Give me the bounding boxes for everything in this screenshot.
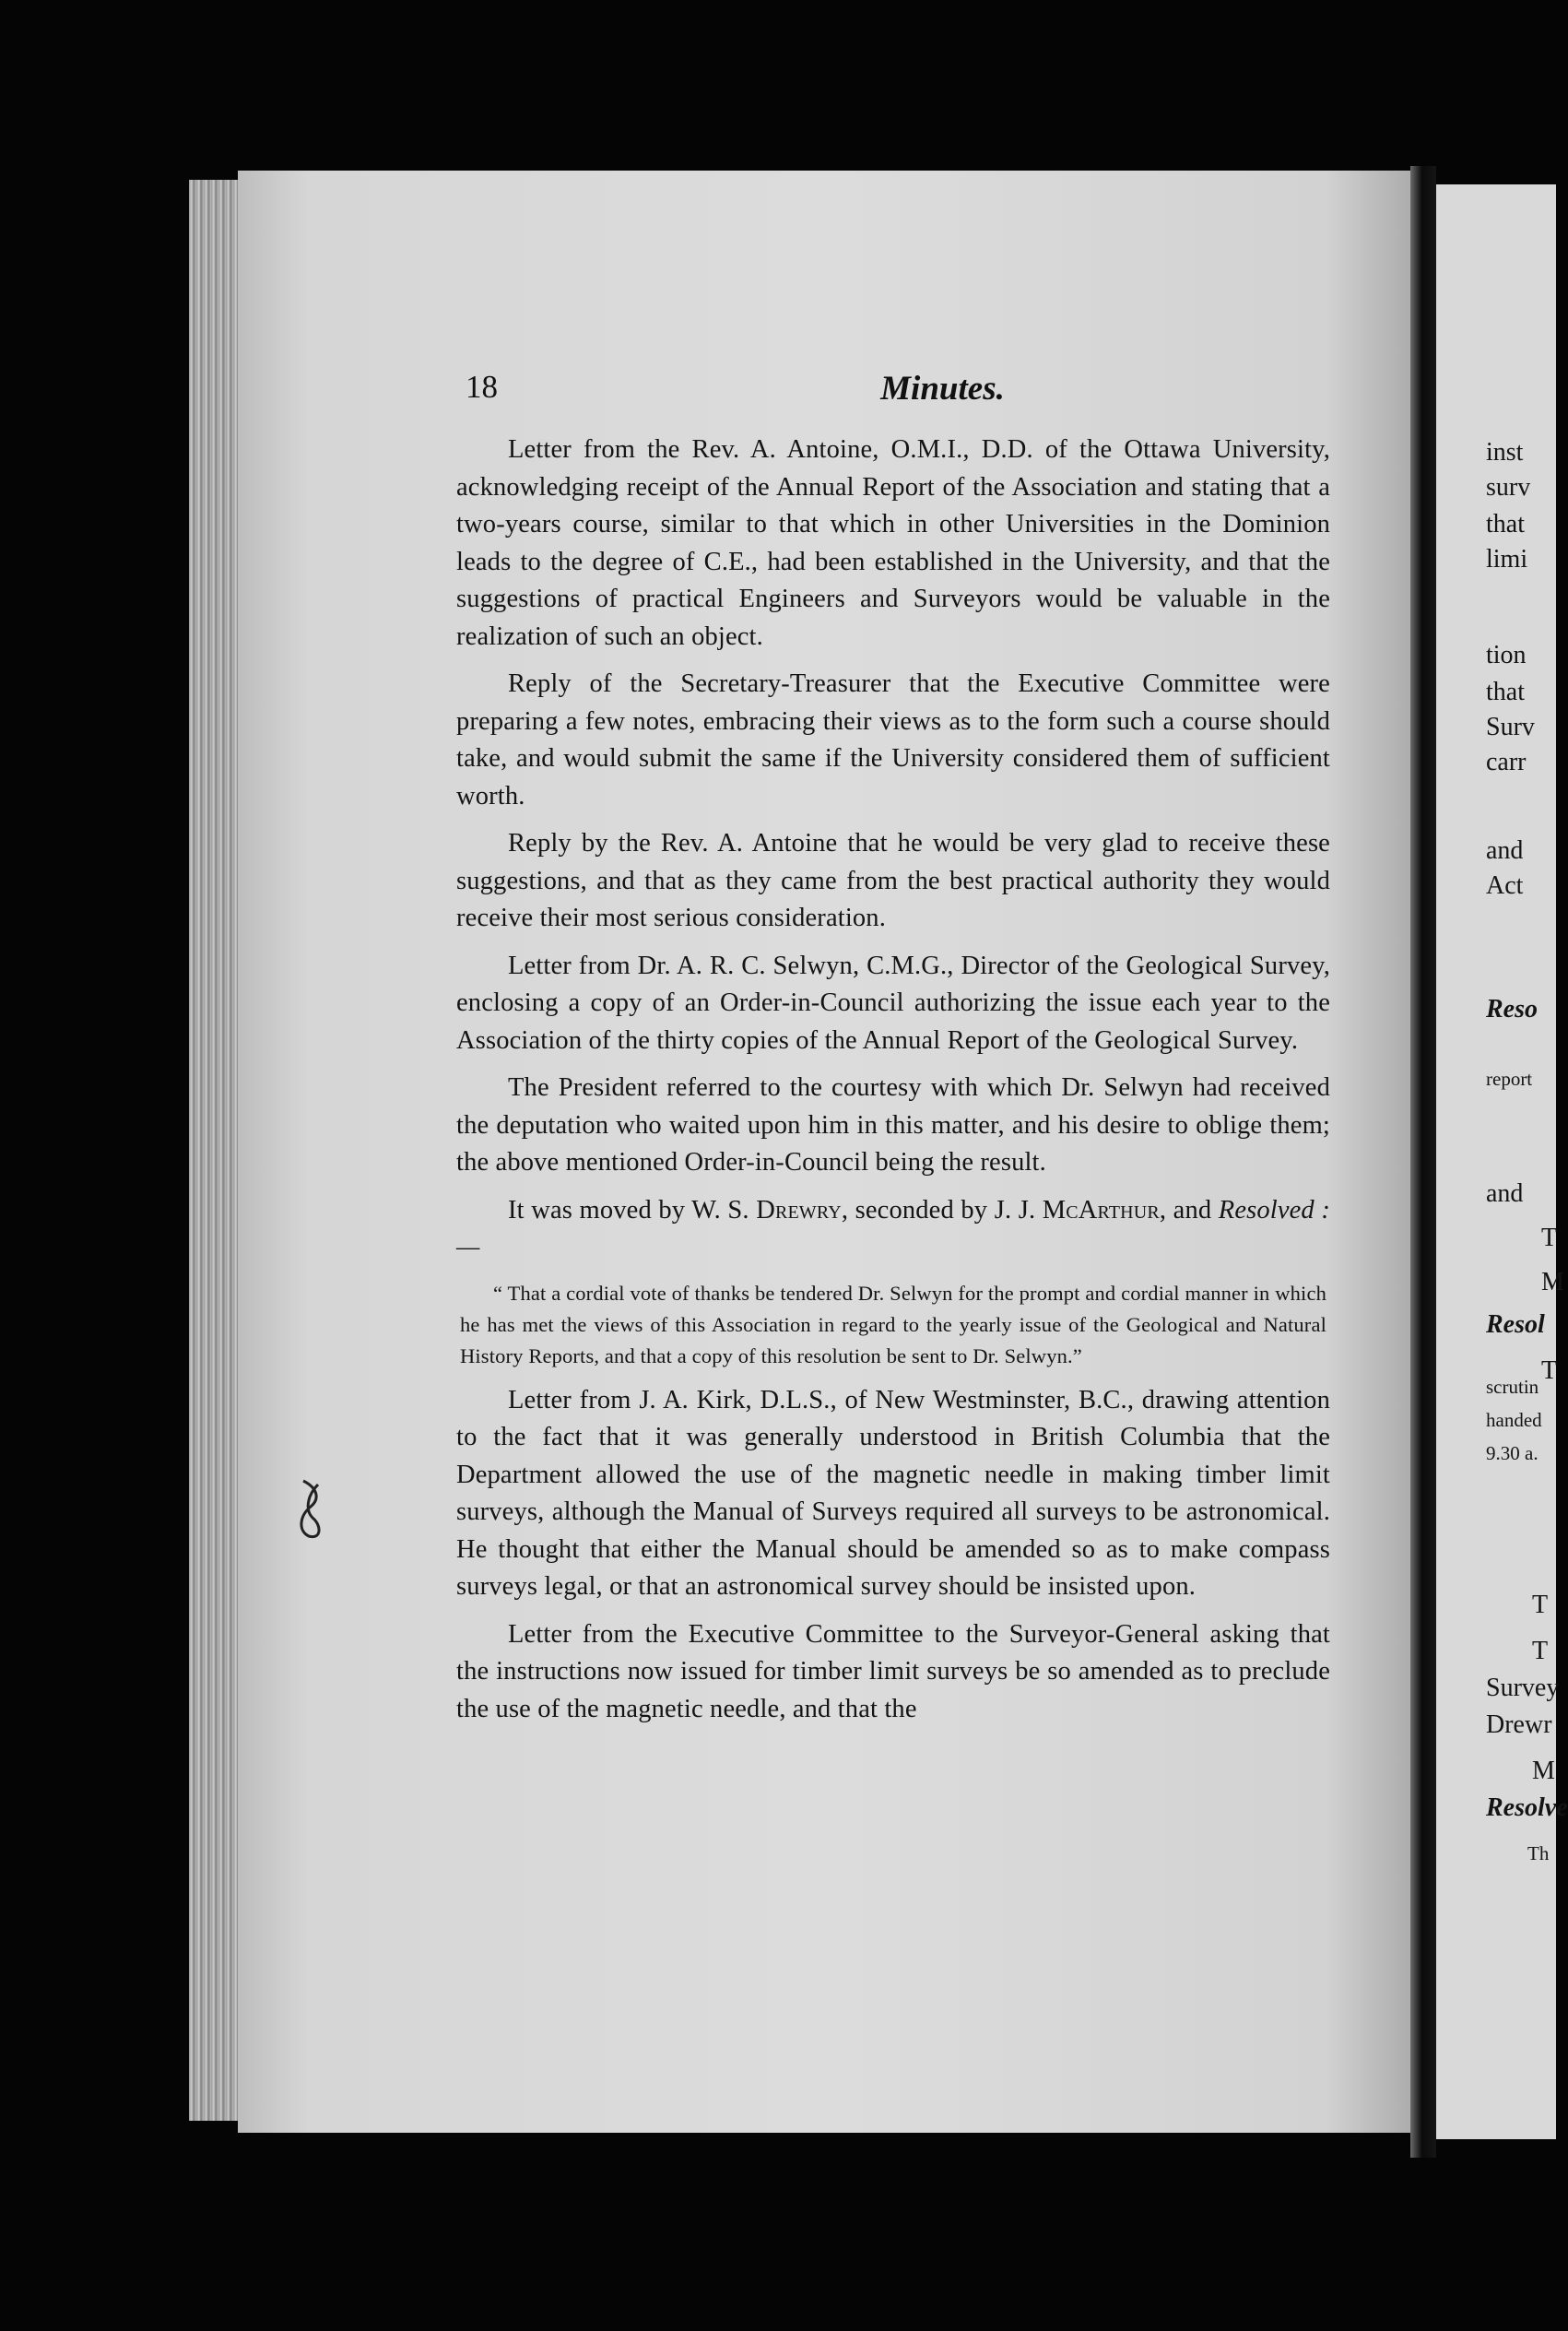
motion-middle: , seconded by J. J. <box>841 1195 1043 1225</box>
motion-suffix: , and <box>1159 1195 1219 1225</box>
book-gutter <box>1410 166 1436 2158</box>
motion-resolved: Resolved :— <box>456 1195 1330 1261</box>
facing-fragment: M <box>1541 1268 1564 1296</box>
facing-fragment: Resol <box>1486 1310 1545 1339</box>
margin-pen-mark <box>290 1475 336 1542</box>
facing-fragment: handed <box>1486 1409 1542 1431</box>
body-text <box>456 432 1330 1728</box>
facing-fragment: T <box>1532 1637 1549 1665</box>
facing-fragment: and <box>1486 836 1524 865</box>
facing-fragment: tion <box>1486 641 1527 669</box>
paragraph-executive-letter: Letter from the Executive Committee to the Surveyor-General asking that the instructions now issued for timber limit surveys be so amended as to preclude the use of the magnetic needle, and that the <box>456 1619 1330 1723</box>
facing-fragment: scrutin <box>1486 1376 1539 1398</box>
facing-fragment: that <box>1486 678 1525 706</box>
paragraph-kirk-letter: Letter from J. A. Kirk, D.L.S., of New Westminster, B.C., drawing attention to the fact that it was generally understood in British Columbia that the Department allowed the use of the magnetic needle in making timber limit surveys, although the Manual of Surveys required all surveys to be astronomical. He thought that either the Manual should be amended so as to make compass surveys legal, or that an astronomical survey should be insisted upon. <box>456 1385 1330 1601</box>
facing-fragment: M <box>1532 1757 1555 1785</box>
facing-fragment: Survey <box>1486 1674 1560 1702</box>
page-number: 18 <box>466 369 498 405</box>
resolution-quote: “ That a cordial vote of thanks be tendered Dr. Selwyn for the prompt and cordial manner in which he has met the views of this Association in regard to the yearly issue of the Geological and Natural History Reports, and that a copy of this resolution be sent to Dr. Selwyn.” <box>460 1281 1326 1367</box>
facing-fragment: Resolve <box>1486 1793 1568 1822</box>
facing-fragment: T <box>1541 1224 1558 1252</box>
facing-fragment: limi <box>1486 545 1528 574</box>
facing-fragment: and <box>1486 1179 1524 1208</box>
facing-fragment: carr <box>1486 748 1527 776</box>
running-head <box>466 369 1420 424</box>
facing-fragment: Th <box>1527 1842 1550 1864</box>
facing-fragment: Act <box>1486 871 1524 900</box>
page-edges <box>189 180 244 2121</box>
facing-fragment: Drewr <box>1486 1710 1552 1739</box>
paragraph-president-remarks: The President referred to the courtesy with which Dr. Selwyn had received the deputation who waited upon him in this matter, and his desire to oblige them; the above mentioned Order-in-Council being the result. <box>456 1073 1330 1177</box>
facing-fragment: T <box>1532 1591 1549 1619</box>
paragraph-secretary-reply: Reply of the Secretary-Treasurer that the Executive Committee were preparing a few notes, embracing their views as to the form such a course should take, and would submit the same if the University considered them of sufficient worth. <box>456 669 1330 811</box>
facing-fragment: surv <box>1486 473 1531 502</box>
paragraph-antoine-letter: Letter from the Rev. A. Antoine, O.M.I., D.D. of the Ottawa University, acknowledging receipt of the Annual Report of the Association and stating that a two-years course, similar to that which in other Universities in the Dominion leads to the degree of C.E., had been established in the University, and that the suggestions of practical Engineers and Surveyors would be valuable in the realization of such an object. <box>456 435 1330 651</box>
facing-fragment: 9.30 a. <box>1486 1442 1539 1464</box>
paragraph-motion <box>456 1192 1330 1267</box>
motion-seconder: McArthur <box>1042 1195 1160 1225</box>
paragraph-antoine-reply: Reply by the Rev. A. Antoine that he would be very glad to receive these suggestions, and that as they came from the best practical authority they would receive their most serious consideration. <box>456 829 1330 932</box>
facing-fragment: T <box>1541 1356 1558 1385</box>
motion-prefix: It was moved by W. S. <box>508 1195 757 1225</box>
facing-fragment: Surv <box>1486 713 1535 741</box>
page-title: Minutes. <box>880 370 1005 408</box>
facing-fragment: Reso <box>1486 995 1538 1024</box>
facing-fragment: report <box>1486 1068 1533 1090</box>
facing-fragment: that <box>1486 510 1525 538</box>
paragraph-selwyn-letter: Letter from Dr. A. R. C. Selwyn, C.M.G., Director of the Geological Survey, enclosing a copy of an Order-in-Council authorizing the issue each year to the Association of the thirty copies of the Annual Report of the Geological Survey. <box>456 951 1330 1055</box>
motion-mover: Drewry <box>756 1195 842 1225</box>
facing-fragment: inst <box>1486 438 1524 467</box>
